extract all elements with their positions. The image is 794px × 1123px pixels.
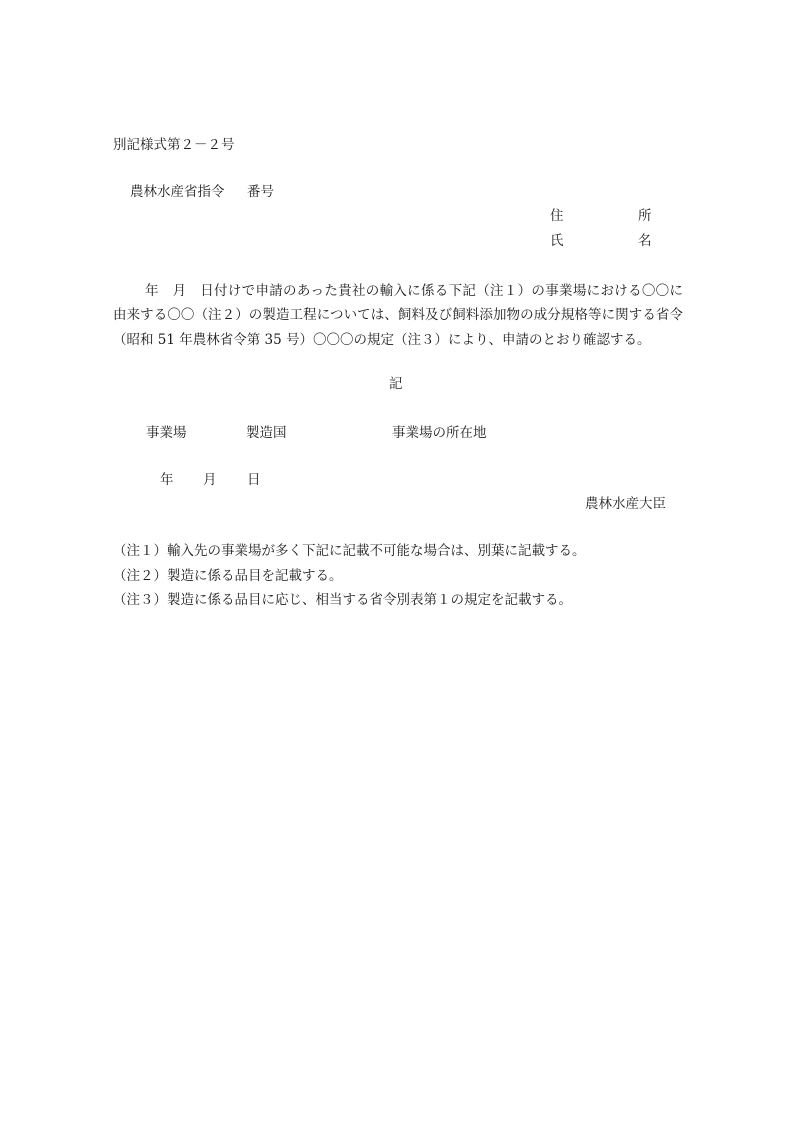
note-1: （注１）輸入先の事業場が多く下記に記載不可能な場合は、別葉に記載する。 xyxy=(113,543,586,559)
order-number-field: 番号 xyxy=(247,184,274,200)
minister-signature: 農林水産大臣 xyxy=(585,496,666,512)
date-year: 年 xyxy=(160,472,174,488)
date-day: 日 xyxy=(247,472,261,488)
note-3: （注３）製造に係る品目に応じ、相当する省令別表第１の規定を記載する。 xyxy=(113,592,572,608)
name-label-first-char: 氏 xyxy=(550,233,564,249)
column-facility-location: 事業場の所在地 xyxy=(392,425,487,441)
note-2: （注２）製造に係る品目を記載する。 xyxy=(113,568,343,584)
confirmation-body-text: 年 月 日付けで申請のあった貴社の輸入に係る下記（注１）の事業場における〇〇に由来する〇〇（注２）の製造工程については、飼料及び飼料添加物の成分規格等に関する省令（昭和 51 年農林省令第 35 号）〇〇〇の規定（注３）により、申請のとおり確認する。 xyxy=(113,283,683,348)
address-label-second-char: 所 xyxy=(638,208,652,224)
column-manufacturing-country: 製造国 xyxy=(246,425,287,441)
ki-heading: 記 xyxy=(389,376,403,392)
address-label-first-char: 住 xyxy=(550,208,564,224)
form-number: 別記様式第２－２号 xyxy=(113,137,235,153)
column-facility: 事業場 xyxy=(146,425,187,441)
order-number-label: 農林水産省指令 xyxy=(130,184,225,200)
name-label-second-char: 名 xyxy=(638,233,652,249)
date-month: 月 xyxy=(203,472,217,488)
